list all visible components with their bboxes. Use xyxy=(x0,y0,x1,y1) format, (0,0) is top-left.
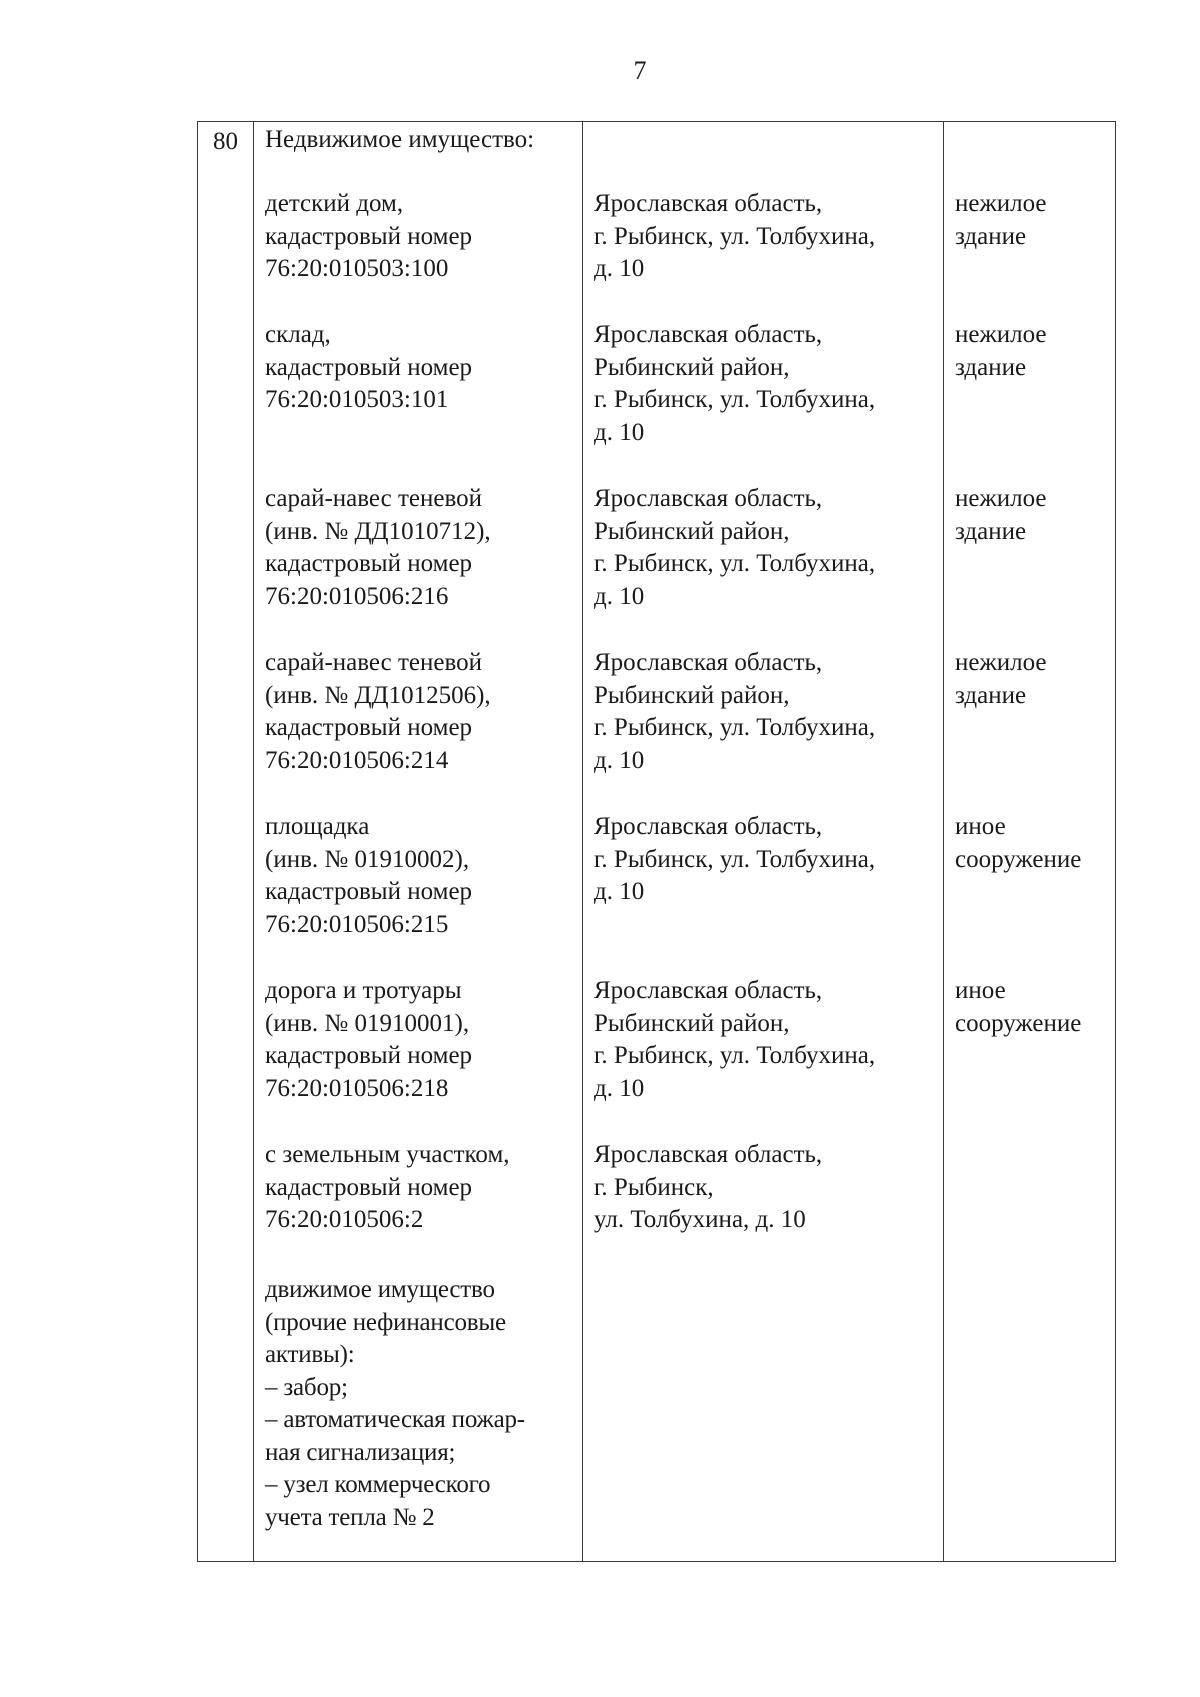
row-number-cell xyxy=(198,122,254,1562)
item-name: дорога и тротуары (инв. № 01910001), кадастровый номер 76:20:010506:218 xyxy=(265,977,473,1102)
table-row xyxy=(198,122,1116,1562)
item-name: детский дом, кадастровый номер 76:20:010503:100 xyxy=(265,190,473,282)
item-address: Ярославская область, г. Рыбинск, ул. Толбухина, д. 10 xyxy=(594,813,876,905)
item-name: сарай-навес теневой (инв. № ДД1012506), кадастровый номер 76:20:010506:214 xyxy=(265,649,491,774)
item-type: нежилое здание xyxy=(955,485,1047,545)
type-column xyxy=(944,122,1116,1562)
item-address: Ярославская область, г. Рыбинск, ул. Толбухина, д. 10 xyxy=(594,190,876,282)
name-column xyxy=(254,122,583,1562)
row-number: 80 xyxy=(213,128,238,155)
property-table xyxy=(197,121,1116,1562)
item-name: с земельным участком, кадастровый номер 76:20:010506:2 xyxy=(265,1141,510,1233)
item-name: склад, кадастровый номер 76:20:010503:101 xyxy=(265,321,473,413)
item-name: площадка (инв. № 01910002), кадастровый номер 76:20:010506:215 xyxy=(265,813,473,938)
item-address: Ярославская область, г. Рыбинск, ул. Толбухина, д. 10 xyxy=(594,1141,823,1233)
movable-property: движимое имущество (прочие нефинансовые активы): – забор; – автоматическая пожар- ная сигнализация; – узел коммерческого учета тепла № 2 xyxy=(265,1276,525,1531)
item-address: Ярославская область, Рыбинский район, г. Рыбинск, ул. Толбухина, д. 10 xyxy=(594,321,876,446)
item-name: сарай-навес теневой (инв. № ДД1010712), кадастровый номер 76:20:010506:216 xyxy=(265,485,491,610)
item-type: нежилое здание xyxy=(955,321,1047,381)
item-type: нежилое здание xyxy=(955,190,1047,250)
page-number: 7 xyxy=(633,56,647,85)
item-type: иное сооружение xyxy=(955,977,1082,1037)
item-address: Ярославская область, Рыбинский район, г. Рыбинск, ул. Толбухина, д. 10 xyxy=(594,485,876,610)
item-address: Ярославская область, Рыбинский район, г. Рыбинск, ул. Толбухина, д. 10 xyxy=(594,649,876,774)
item-address: Ярославская область, Рыбинский район, г. Рыбинск, ул. Толбухина, д. 10 xyxy=(594,977,876,1102)
item-type: нежилое здание xyxy=(955,649,1047,709)
item-type: иное сооружение xyxy=(955,813,1082,873)
address-column xyxy=(583,122,944,1562)
section-heading: Недвижимое имущество: xyxy=(265,126,535,153)
